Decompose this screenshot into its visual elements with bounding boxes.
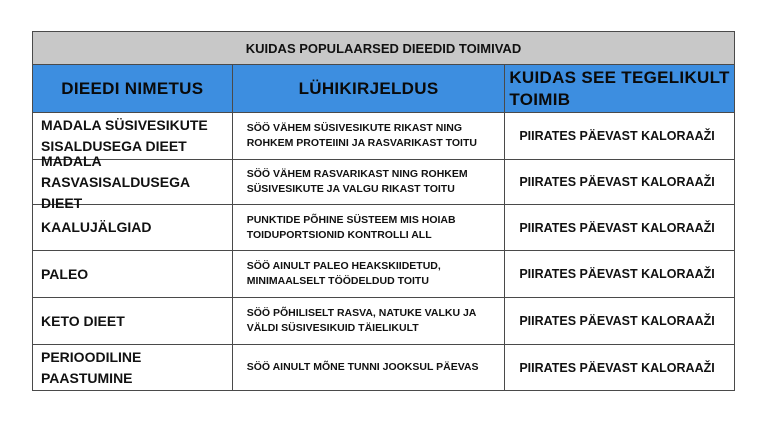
table-row: [33, 251, 735, 298]
diet-description: PUNKTIDE PÕHINE SÜSTEEM MIS HOIAB TOIDUPORTSIONID KONTROLLI ALL: [233, 205, 506, 251]
header-description: LÜHIKIRJELDUS: [233, 65, 506, 113]
diet-description: SÖÖ VÄHEM SÜSIVESIKUTE RIKAST NING ROHKEM PROTEIINI JA RASVARIKAST TOITU: [233, 113, 506, 160]
table-title: KUIDAS POPULAARSED DIEEDID TOIMIVAD: [33, 32, 735, 65]
diet-name: MADALA RASVASISALDUSEGA DIEET: [33, 160, 233, 205]
table-row: [33, 298, 735, 345]
diet-table: [32, 31, 735, 391]
table-row: [33, 345, 735, 391]
diet-name: PERIOODILINE PAASTUMINE: [33, 345, 233, 391]
table-row: [33, 205, 735, 251]
diet-how-it-works: PIIRATES PÄEVAST KALORAAŽI: [505, 345, 735, 391]
diet-description: SÖÖ AINULT MÕNE TUNNI JOOKSUL PÄEVAS: [233, 345, 506, 391]
header-row: [33, 65, 735, 113]
diet-name: MADALA SÜSIVESIKUTE SISALDUSEGA DIEET: [33, 113, 233, 160]
diet-description: SÖÖ AINULT PALEO HEAKSKIIDETUD, MINIMAALSELT TÖÖDELDUD TOITU: [233, 251, 506, 298]
diet-how-it-works: PIIRATES PÄEVAST KALORAAŽI: [505, 160, 735, 205]
header-diet-name: DIEEDI NIMETUS: [33, 65, 233, 113]
diet-how-it-works: PIIRATES PÄEVAST KALORAAŽI: [505, 205, 735, 251]
diet-how-it-works: PIIRATES PÄEVAST KALORAAŽI: [505, 251, 735, 298]
diet-how-it-works: PIIRATES PÄEVAST KALORAAŽI: [505, 113, 735, 160]
header-how-it-works: KUIDAS SEE TEGELIKULT TOIMIB: [505, 65, 735, 113]
diet-name: PALEO: [33, 251, 233, 298]
diet-name: KETO DIEET: [33, 298, 233, 345]
diet-description: SÖÖ VÄHEM RASVARIKAST NING ROHKEM SÜSIVESIKUTE JA VALGU RIKAST TOITU: [233, 160, 506, 205]
diet-name: KAALUJÄLGIAD: [33, 205, 233, 251]
diet-description: SÖÖ PÕHILISELT RASVA, NATUKE VALKU JA VÄLDI SÜSIVESIKUID TÄIELIKULT: [233, 298, 506, 345]
table-row: [33, 152, 735, 211]
diet-how-it-works: PIIRATES PÄEVAST KALORAAŽI: [505, 298, 735, 345]
